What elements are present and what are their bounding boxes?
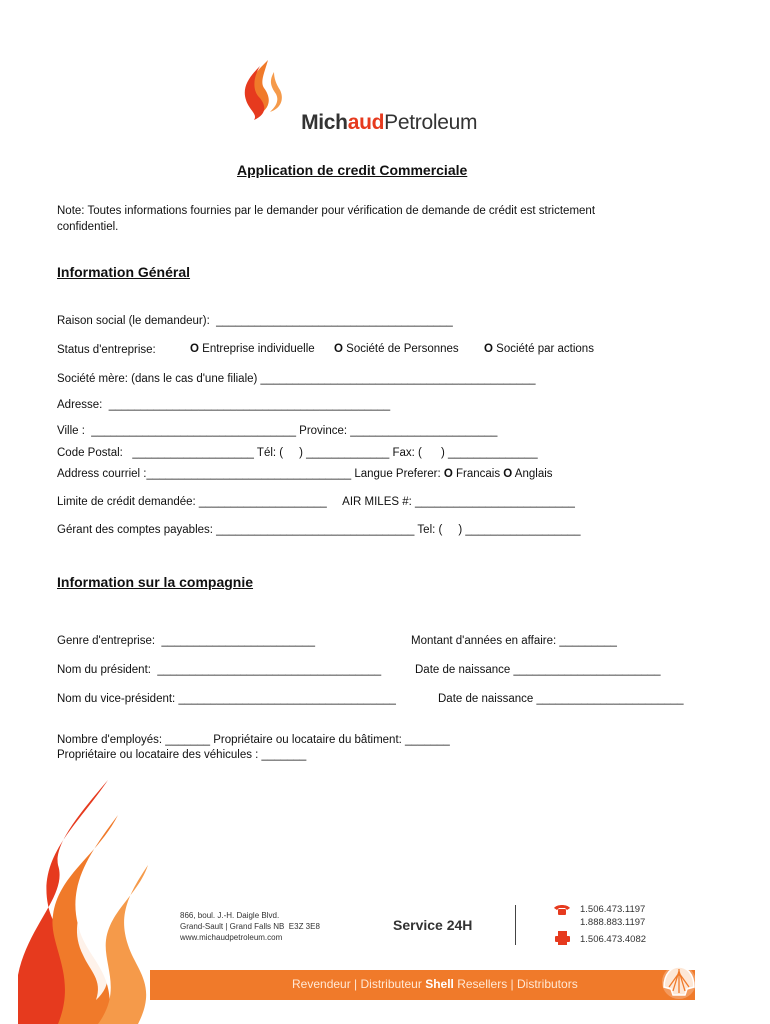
field-ville-province[interactable]: Ville : ________________________________ Province: _______________________ bbox=[57, 425, 498, 437]
note-line-1: Note: Toutes informations fournies par le demander pour vérification de demande de crédit est strictement bbox=[57, 205, 596, 217]
section-heading-general: Information Général bbox=[57, 264, 191, 280]
footer-website: www.michaudpetroleum.com bbox=[180, 933, 283, 942]
field-naissance-vice[interactable]: Date de naissance _______________________ bbox=[438, 693, 684, 705]
status-option-personnes[interactable] bbox=[334, 343, 459, 355]
field-gerant-tel[interactable]: Gérant des comptes payables: _______________________________ Tel: ( ) __________________ bbox=[57, 524, 581, 536]
footer-address-line2: Grand-Sault | Grand Falls NB E3Z 3E8 bbox=[180, 922, 320, 931]
langue-option-anglais: Anglais bbox=[512, 468, 553, 480]
radio-marker: O bbox=[503, 468, 513, 480]
brand-name bbox=[290, 87, 477, 135]
field-vice-president[interactable]: Nom du vice-président: __________________________________ bbox=[57, 693, 396, 705]
footer-address-line1: 866, boul. J.-H. Daigle Blvd. bbox=[180, 911, 280, 920]
footer-bar-part2: Resellers | Distributors bbox=[453, 977, 578, 991]
field-naissance-president[interactable]: Date de naissance _______________________ bbox=[415, 664, 661, 676]
footer-bar-shell: Shell bbox=[425, 977, 454, 991]
langue-option-francais: Francais bbox=[452, 468, 504, 480]
status-option-label: Société par actions bbox=[492, 343, 594, 355]
radio-marker: O bbox=[484, 343, 493, 355]
status-option-label: Entreprise individuelle bbox=[198, 343, 315, 355]
fax-number: 1.506.473.4082 bbox=[580, 934, 647, 945]
field-limite-airmiles[interactable]: Limite de crédit demandée: ____________________ AIR MILES #: _________________________ bbox=[57, 496, 575, 508]
field-vehicules[interactable]: Propriétaire ou locataire des véhicules : _______ bbox=[57, 749, 307, 761]
status-option-individuelle[interactable] bbox=[190, 343, 315, 355]
status-option-actions[interactable] bbox=[484, 343, 594, 355]
flame-logo-icon bbox=[238, 58, 290, 122]
phone-number-1: 1.506.473.1197 bbox=[580, 904, 646, 915]
radio-marker: O bbox=[334, 343, 343, 355]
flame-decoration-icon bbox=[18, 775, 168, 1024]
field-montant-annees[interactable]: Montant d'années en affaire: _________ bbox=[411, 635, 617, 647]
footer-bar-part1: Revendeur | Distributeur bbox=[292, 977, 426, 991]
status-label: Status d'entreprise: bbox=[57, 344, 156, 356]
shell-logo-icon bbox=[660, 963, 698, 999]
brand-part3: Petroleum bbox=[384, 111, 478, 134]
footer-bar-text bbox=[292, 977, 578, 991]
phone-number-2: 1.888.883.1197 bbox=[580, 917, 646, 928]
radio-marker: O bbox=[190, 343, 199, 355]
page-title: Application de credit Commerciale bbox=[237, 162, 468, 178]
courriel-label: Address courriel :________________________________ Langue Preferer: bbox=[57, 468, 444, 480]
field-raison-social[interactable]: Raison social (le demandeur): _____________________________________ bbox=[57, 315, 453, 327]
field-genre[interactable]: Genre d'entreprise: ________________________ bbox=[57, 635, 315, 647]
note-line-2: confidentiel. bbox=[57, 221, 119, 233]
phone-icon bbox=[553, 904, 571, 916]
footer-divider bbox=[515, 905, 516, 945]
field-adresse[interactable]: Adresse: ____________________________________________ bbox=[57, 399, 391, 411]
fax-icon bbox=[555, 931, 570, 945]
field-courriel-langue[interactable] bbox=[57, 468, 553, 480]
status-option-label: Société de Personnes bbox=[342, 343, 459, 355]
footer-address bbox=[180, 910, 320, 943]
field-president[interactable]: Nom du président: ___________________________________ bbox=[57, 664, 382, 676]
field-societe-mere[interactable]: Société mère: (dans le cas d'une filiale) ___________________________________________ bbox=[57, 373, 536, 385]
radio-marker: O bbox=[443, 468, 453, 480]
section-heading-compagnie: Information sur la compagnie bbox=[57, 574, 254, 590]
brand-part2: aud bbox=[347, 111, 385, 134]
field-code-postal-tel-fax[interactable]: Code Postal: ___________________ Tél: ( ) _____________ Fax: ( ) ______________ bbox=[57, 447, 538, 459]
field-employes-batiment[interactable]: Nombre d'employés: _______ Propriétaire ou locataire du bâtiment: _______ bbox=[57, 734, 450, 746]
brand-part1: Mich bbox=[301, 111, 348, 134]
service-24h: Service 24H bbox=[393, 917, 473, 933]
